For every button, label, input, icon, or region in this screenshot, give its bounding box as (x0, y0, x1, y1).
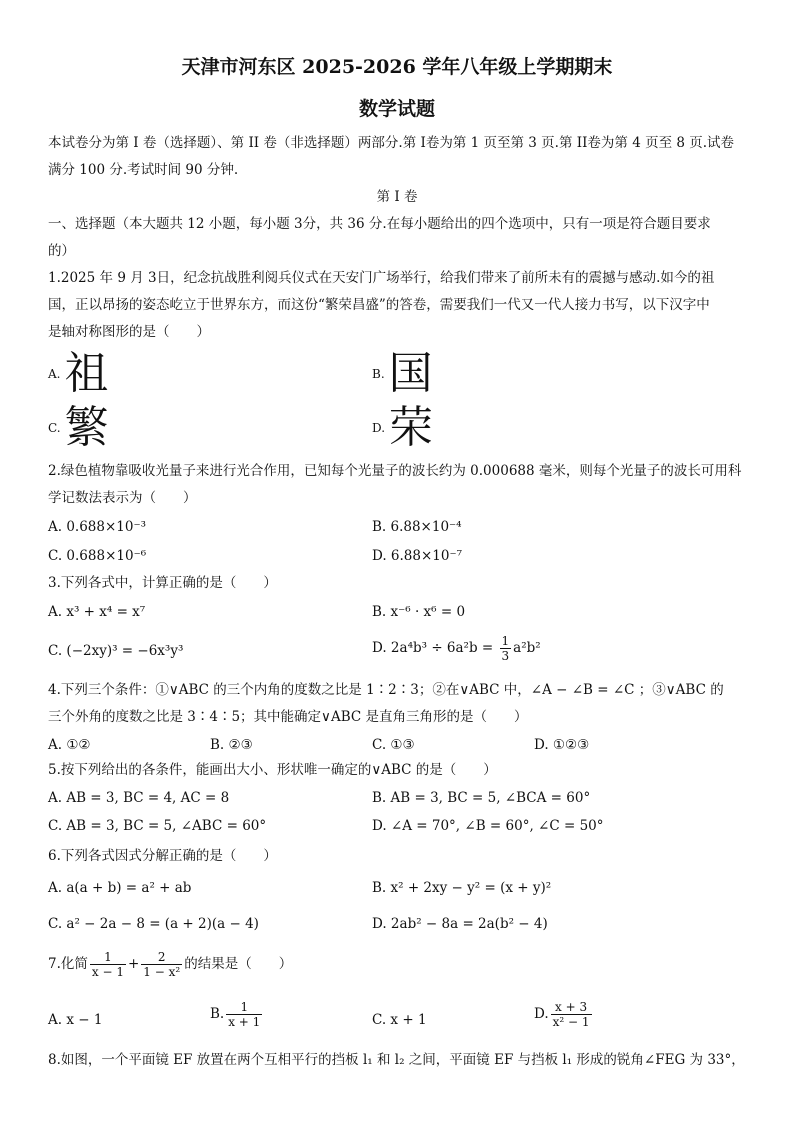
q6-option-a: A. a(a + b) = a² + ab (48, 880, 192, 896)
q5-option-b: B. AB = 3, BC = 5, ∠BCA = 60° (372, 790, 591, 806)
q6-option-b: B. x² + 2xy − y² = (x + y)² (372, 880, 552, 896)
option-label: B. (210, 1006, 225, 1022)
q5-option-d: D. ∠A = 70°, ∠B = 60°, ∠C = 50° (372, 818, 604, 834)
fraction (551, 1000, 592, 1029)
q1-line-2: 国，正以昂扬的姿态屹立于世界东方，而这份“繁荣昌盛”的答卷，需要我们一代又一代人接力书写，以下汉字中 (48, 297, 710, 313)
q4-line-2: 三个外角的度数之比是 3∶4∶5；其中能确定∨ABC 是直角三角形的是（ ） (48, 709, 528, 725)
option-glyph: 国 (388, 348, 433, 399)
q3-option-b: B. x⁻⁶ · x⁶ = 0 (372, 604, 466, 620)
denominator: x² − 1 (552, 1015, 590, 1029)
q2-option-d: D. 6.88×10⁻⁷ (372, 548, 463, 564)
q1-option-a (48, 348, 109, 399)
denominator: x − 1 (91, 965, 124, 979)
q8-line-1: 8.如图，一个平面镜 EF 放置在两个互相平行的挡板 l₁ 和 l₂ 之间，平面镜 EF 与挡板 l₁ 形成的锐角∠FEG 为 33°， (48, 1052, 745, 1068)
q3-d-left: D. 2a⁴b³ ÷ 6a²b = (372, 640, 498, 656)
q6-stem: 6.下列各式因式分解正确的是（ ） (48, 848, 277, 864)
q3-option-d (372, 634, 541, 663)
q2-option-c: C. 0.688×10⁻⁶ (48, 548, 147, 564)
page-title: 天津市河东区 2025-2026 学年八年级上学期期末 (181, 56, 613, 78)
q4-line-1: 4.下列三个条件：①∨ABC 的三个内角的度数之比是 1∶2∶3；②在∨ABC 中，∠A − ∠B = ∠C ；③∨ABC 的 (48, 682, 724, 698)
q1-option-b (372, 348, 433, 399)
q5-option-a: A. AB = 3, BC = 4, AC = 8 (48, 790, 230, 806)
q4-option-c: C. ①③ (372, 737, 415, 753)
q3-option-a: A. x³ + x⁴ = x⁷ (48, 604, 146, 620)
q7-stem (48, 950, 292, 979)
q6-option-c: C. a² − 2a − 8 = (a + 2)(a − 4) (48, 916, 259, 932)
q1-option-d (372, 402, 434, 453)
q6-option-d: D. 2ab² − 8a = 2a(b² − 4) (372, 916, 548, 932)
q7-option-a: A. x − 1 (48, 1012, 103, 1028)
q3-d-right: a²b² (513, 640, 541, 656)
option-label: C. (48, 421, 61, 435)
fraction (226, 1000, 262, 1029)
q4-option-b: B. ②③ (210, 737, 253, 753)
numerator: 1 (501, 634, 510, 648)
q5-option-c: C. AB = 3, BC = 5, ∠ABC = 60° (48, 818, 267, 834)
denominator: 3 (501, 649, 510, 663)
q2-line-2: 学记数法表示为（ ） (48, 490, 197, 506)
fraction (90, 950, 126, 979)
numerator: 1 (226, 1000, 262, 1015)
q7-prefix: 7.化简 (48, 956, 88, 972)
numerator: 1 (90, 950, 126, 965)
option-label: D. (372, 421, 386, 435)
q1-line-1: 1.2025 年 9 月 3日，纪念抗战胜利阅兵仪式在天安门广场举行，给我们带来了前所未有的震撼与感动.如今的祖 (48, 270, 715, 286)
denominator: 1 − x² (143, 965, 181, 979)
option-label: D. (534, 1006, 549, 1022)
q2-option-a: A. 0.688×10⁻³ (48, 519, 147, 535)
q3-option-c: C. (−2xy)³ = −6x³y³ (48, 643, 184, 659)
q3-stem: 3.下列各式中，计算正确的是（ ） (48, 575, 277, 591)
q4-option-a: A. ①② (48, 737, 91, 753)
option-glyph: 繁 (64, 402, 109, 453)
q2-option-b: B. 6.88×10⁻⁴ (372, 519, 462, 535)
intro-line-2: 满分 100 分.考试时间 90 分钟. (48, 162, 239, 178)
q7-option-d (534, 1000, 594, 1029)
section-heading-line-1: 一、选择题（本大题共 12 小题，每小题 3分，共 36 分.在每小题给出的四个选项中，只有一项是符合题目要求 (48, 216, 711, 232)
intro-line-1: 本试卷分为第 I 卷（选择题）、第 II 卷（非选择题）两部分.第 I卷为第 1 页至第 3 页.第 II卷为第 4 页至 8 页.试卷 (48, 135, 735, 151)
option-glyph: 荣 (389, 402, 434, 453)
section-heading-line-2: 的） (48, 243, 75, 259)
denominator: x + 1 (228, 1015, 261, 1029)
option-label: B. (372, 367, 385, 381)
numerator: x + 3 (551, 1000, 592, 1015)
q7-option-c: C. x + 1 (372, 1012, 427, 1028)
q7-suffix: 的结果是（ ） (184, 956, 293, 972)
fraction (500, 634, 512, 663)
q1-line-3: 是轴对称图形的是（ ） (48, 324, 210, 340)
option-label: A. (48, 367, 61, 381)
q2-line-1: 2.绿色植物靠吸收光量子来进行光合作用，已知每个光量子的波长约为 0.000688 毫米，则每个光量子的波长可用科 (48, 463, 742, 479)
plus-sign: + (127, 956, 140, 972)
q1-option-c (48, 402, 109, 453)
part-heading: 第 I 卷 (376, 189, 418, 205)
option-glyph: 祖 (64, 348, 109, 399)
q7-option-b (210, 1000, 264, 1029)
fraction (141, 950, 182, 979)
q5-stem: 5.按下列给出的各条件，能画出大小、形状唯一确定的∨ABC 的是（ ） (48, 762, 497, 778)
q4-option-d: D. ①②③ (534, 737, 590, 753)
page-subtitle: 数学试题 (358, 98, 435, 120)
numerator: 2 (141, 950, 182, 965)
